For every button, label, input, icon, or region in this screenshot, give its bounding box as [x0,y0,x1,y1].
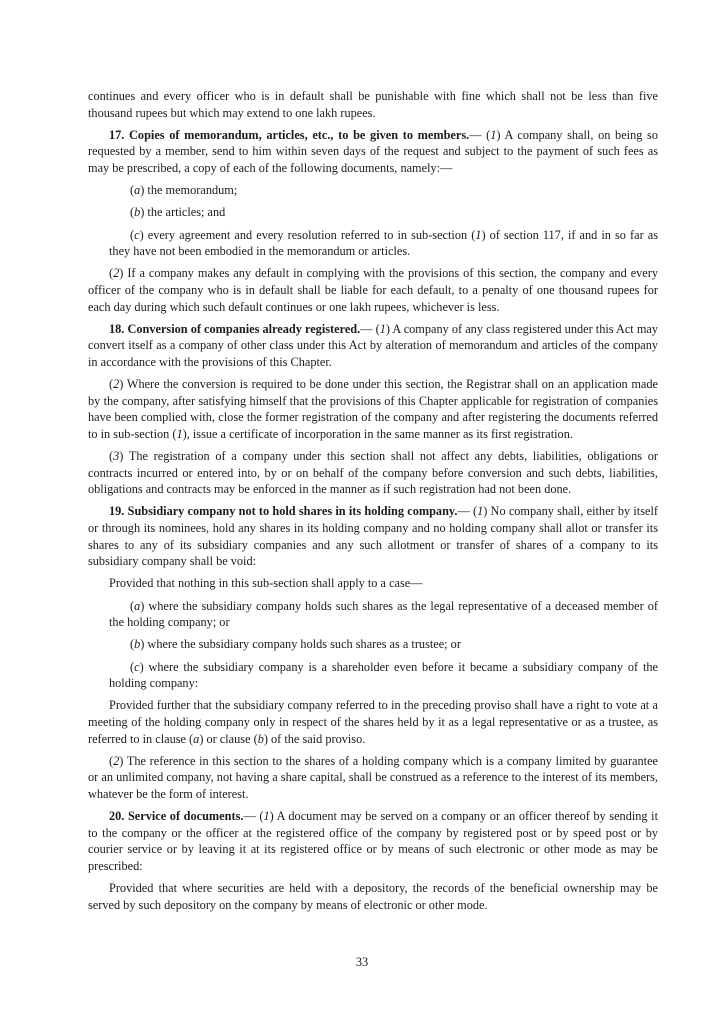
continuation-paragraph: continues and every officer who is in default shall be punishable with fine which shall not be less than five thousand rupees but which may extend to one lakh rupees. [88,89,658,120]
section-17-clause-b: (b) the articles; and [130,205,226,220]
section-19-heading: 19. Subsidiary company not to hold shares in its holding company. [109,504,458,519]
section-19-clause-b: (b) where the subsidiary company holds such shares as a trustee; or [130,637,461,652]
section-18-paragraph: 18. Conversion of companies already registered.— (1) A company of any class registered under this Act may convert itself as a company of other class under this Act by alteration of memorandum and articles of the company in accordance with the provisions of this Chapter. [88,321,658,369]
section-18-subsection-2: (2) Where the conversion is required to be done under this section, the Registrar shall on an application made by the company, after satisfying himself that the provisions of this Chapter applicable for registration of companies have been complied with, close the former registration of the company and after registering the documents referred to in sub-section (1), issue a certificate of incorporation in the same manner as its first registration. [88,377,658,441]
section-17-paragraph: 17. Copies of memorandum, articles, etc., to be given to members.— (1) A company shall, on being so requested by a member, send to him within seven days of the request and subject to the payment of such fees as may be prescribed, a copy of each of the following documents, namely:— [88,127,658,175]
section-17-clause-c: (c) every agreement and every resolution referred to in sub-section (1) of section 117, if and in so far as they have not been embodied in the memorandum or articles. [109,227,658,259]
section-17-subsection-2: (2) If a company makes any default in complying with the provisions of this section, the company and every officer of the company who is in default shall be liable for each default, to a penalty of one thousand rupees for each day during which such default continues or one lakh rupees, whichever is less. [88,266,658,314]
section-20-paragraph: 20. Service of documents.— (1) A document may be served on a company or an officer thereof by sending it to the company or the officer at the registered office of the company by registered post or by speed post or by courier service or by leaving it at its registered office or by means of such electronic or other mode as may be prescribed: [88,809,658,873]
section-19-clause-c: (c) where the subsidiary company is a shareholder even before it became a subsidiary company of the holding company: [109,659,658,691]
section-17-heading: 17. Copies of memorandum, articles, etc., to be given to members. [109,127,470,142]
section-20-heading: 20. Service of documents. [109,809,244,824]
section-19-proviso-1: Provided that nothing in this sub-section shall apply to a case— [109,576,423,591]
section-19-paragraph: 19. Subsidiary company not to hold shares in its holding company.— (1) No company shall, either by itself or through its nominees, hold any shares in its holding company and no holding company shall allot or transfer its shares to any of its subsidiary companies and any such allotment or transfer of shares of a company to its subsidiary company shall be void: [88,504,658,569]
section-19-proviso-2: Provided further that the subsidiary company referred to in the preceding proviso shall have a right to vote at a meeting of the holding company only in respect of the shares held by it as a legal representative or as a trustee, as referred to in clause (a) or clause (b) of the said proviso. [88,698,658,746]
page-number: 33 [355,955,369,969]
section-18-heading: 18. Conversion of companies already registered. [109,321,361,336]
section-19-subsection-2: (2) The reference in this section to the shares of a holding company which is a company limited by guarantee or an unlimited company, not having a share capital, shall be construed as a reference to the interest of its members, whatever be the form of interest. [88,753,658,801]
section-18-subsection-3: (3) The registration of a company under this section shall not affect any debts, liabilities, obligations or contracts incurred or entered into, by or on behalf of the company before conversion and such debts, liabilities, obligations and contracts may be enforced in the manner as if such registration had not been done. [88,449,658,497]
document-page [88,88,658,919]
section-17-clause-a: (a) the memorandum; [130,183,238,198]
section-20-proviso: Provided that where securities are held with a depository, the records of the beneficial ownership may be served by such depository on the company by means of electronic or other mode. [88,881,658,912]
section-19-clause-a: (a) where the subsidiary company holds such shares as the legal representative of a deceased member of the holding company; or [109,598,658,630]
